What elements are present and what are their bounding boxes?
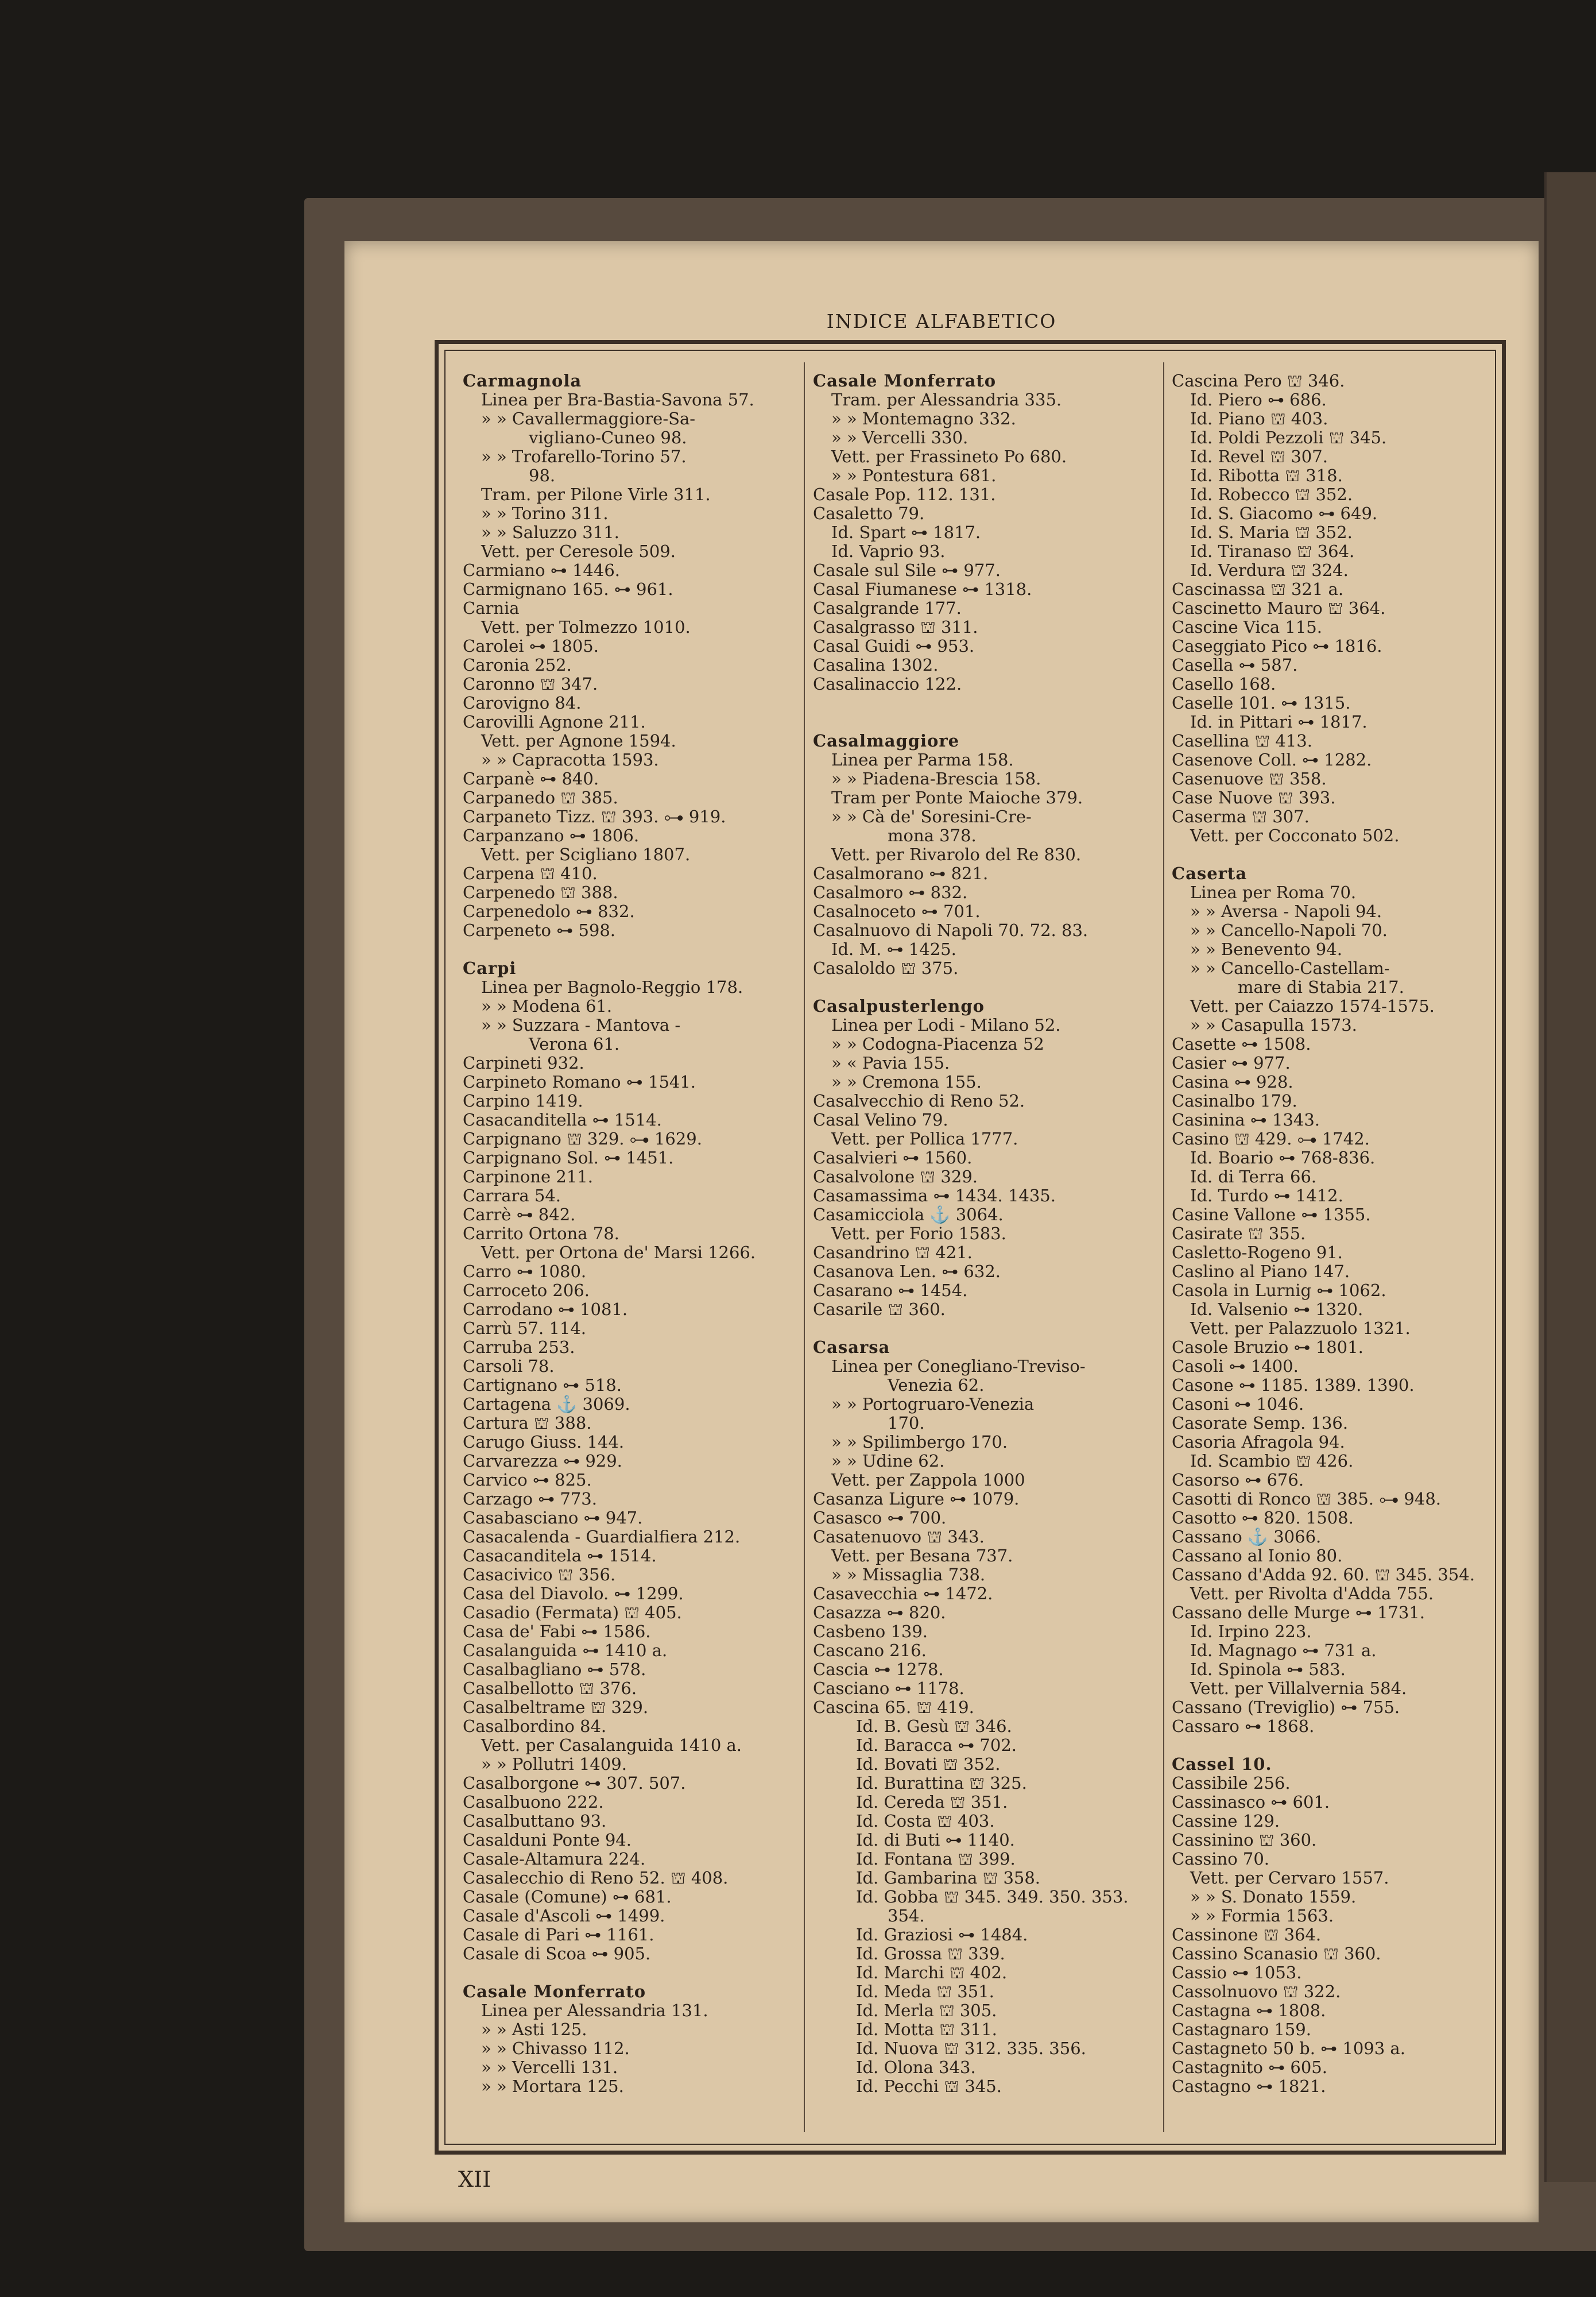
index-entry: Vett. per Forio 1583. (831, 1224, 1006, 1243)
index-entry: Caronia 252. (463, 655, 572, 675)
index-entry: Casella ⊶ 587. (1172, 655, 1298, 675)
spacer (1172, 845, 1502, 864)
index-entry: Id. Spinola ⊶ 583. (1190, 1660, 1346, 1679)
index-entry: Casalvolone ⛫ 329. (813, 1167, 978, 1186)
index-entry: Carpanzano ⊶ 1806. (463, 826, 640, 845)
index-entry: Vett. per Rivarolo del Re 830. (831, 845, 1082, 864)
index-entry: Casalvecchio di Reno 52. (813, 1091, 1025, 1111)
page-header: INDICE ALFABETICO (826, 310, 1057, 332)
spacer (813, 978, 1157, 997)
index-entry: Casal Velino 79. (813, 1110, 948, 1130)
index-entry: Casinalbo 179. (1172, 1091, 1297, 1111)
index-entry: Id. Baracca ⊶ 702. (856, 1735, 1017, 1755)
index-entry: Carroceto 206. (463, 1281, 590, 1300)
index-entry: Vett. per Frassineto Po 680. (831, 447, 1067, 466)
index-entry: Carmignano 165. ⊶ 961. (463, 579, 673, 599)
index-entry: Id. di Terra 66. (1190, 1167, 1317, 1186)
index-entry: » » Spilimbergo 170. (831, 1432, 1008, 1452)
index-entry: Carugo Giuss. 144. (463, 1432, 625, 1452)
index-entry: » » Cancello-Castellam- (1190, 958, 1390, 978)
index-entry: Carovigno 84. (463, 693, 582, 713)
index-entry: Cassine 129. (1172, 1811, 1280, 1831)
index-entry: Casinina ⊶ 1343. (1172, 1110, 1320, 1130)
index-entry: Casbeno 139. (813, 1622, 928, 1641)
index-entry: Linea per Conegliano-Treviso- (831, 1356, 1086, 1376)
index-entry: Vett. per Cocconato 502. (1190, 826, 1400, 845)
index-entry: Carro ⊶ 1080. (463, 1262, 587, 1281)
index-heading: Casale Monferrato (813, 371, 997, 390)
index-entry: Casalbagliano ⊶ 578. (463, 1660, 646, 1679)
index-entry: Casale (Comune) ⊶ 681. (463, 1887, 672, 1907)
index-entry: » » Cancello-Napoli 70. (1190, 921, 1388, 940)
index-entry: 170. (888, 1413, 925, 1433)
index-entry: Carrara 54. (463, 1186, 561, 1205)
index-entry: Cartura ⛫ 388. (463, 1413, 592, 1433)
index-entry: Casoli ⊶ 1400. (1172, 1356, 1299, 1376)
index-entry: Casadio (Fermata) ⛫ 405. (463, 1603, 682, 1622)
index-entry: Id. Gobba ⛫ 345. 349. 350. 353. (856, 1887, 1129, 1907)
index-entry: Vett. per Palazzuolo 1321. (1190, 1318, 1411, 1338)
index-entry: » » Codogna-Piacenza 52 (831, 1034, 1044, 1054)
index-entry: Linea per Bra-Bastia-Savona 57. (481, 390, 754, 409)
index-entry: vigliano-Cuneo 98. (529, 428, 687, 447)
index-entry: Casacivico ⛫ 356. (463, 1565, 616, 1584)
index-entry: » » Chivasso 112. (481, 2039, 630, 2058)
index-entry: Id. Motta ⛫ 311. (856, 2020, 997, 2039)
index-entry: Cassano ⚓ 3066. (1172, 1527, 1322, 1546)
index-entry: Carpenedolo ⊶ 832. (463, 902, 635, 921)
index-entry: Casoria Afragola 94. (1172, 1432, 1345, 1452)
index-heading: Carmagnola (463, 371, 582, 390)
index-entry: Casanza Ligure ⊶ 1079. (813, 1489, 1020, 1509)
index-entry: Id. Valsenio ⊶ 1320. (1190, 1300, 1363, 1319)
index-entry: Vett. per Rivolta d'Adda 755. (1190, 1584, 1434, 1603)
index-entry: 98. (529, 466, 556, 485)
index-entry: Casacalenda - Guardialfiera 212. (463, 1527, 741, 1546)
index-entry: Id. Piano ⛫ 403. (1190, 409, 1328, 428)
index-entry: Id. Merla ⛫ 305. (856, 2001, 997, 2020)
index-entry: Casalgrasso ⛫ 311. (813, 617, 978, 637)
index-column-2 (813, 372, 1157, 2096)
index-entry: » » Trofarello-Torino 57. (481, 447, 687, 466)
index-entry: Carpenedo ⛫ 388. (463, 883, 618, 902)
index-entry: Casalbeltrame ⛫ 329. (463, 1697, 649, 1717)
index-entry: Vett. per Besana 737. (831, 1546, 1013, 1565)
index-entry: » » Capracotta 1593. (481, 750, 659, 769)
book-spine (1544, 172, 1596, 2182)
index-entry: » » Portogruaro-Venezia (831, 1394, 1035, 1414)
index-entry: Cassinasco ⊶ 601. (1172, 1792, 1330, 1812)
index-entry: » » Udine 62. (831, 1451, 945, 1471)
index-entry: Carrito Ortona 78. (463, 1224, 619, 1243)
index-entry: Cassinone ⛫ 364. (1172, 1925, 1322, 1944)
index-entry: Cassinino ⛫ 360. (1172, 1830, 1317, 1850)
index-entry: Caserma ⛫ 307. (1172, 807, 1310, 826)
index-entry: » » Benevento 94. (1190, 939, 1342, 959)
index-entry: Cascine Vica 115. (1172, 617, 1322, 637)
index-entry: Cascinassa ⛫ 321 a. (1172, 579, 1344, 599)
index-heading: Casalpusterlengo (813, 996, 985, 1016)
index-column-3 (1172, 372, 1502, 2096)
index-entry: Carolei ⊶ 1805. (463, 636, 599, 656)
index-column-1 (463, 372, 796, 2096)
index-entry: Casazza ⊶ 820. (813, 1603, 946, 1622)
index-entry: Casirate ⛫ 355. (1172, 1224, 1306, 1243)
index-entry: Id. in Pittari ⊶ 1817. (1190, 712, 1368, 732)
index-entry: Tram. per Alessandria 335. (831, 390, 1062, 409)
index-entry: Linea per Parma 158. (831, 750, 1014, 769)
index-entry: Carpineto Romano ⊶ 1541. (463, 1072, 696, 1092)
index-entry: Casal Guidi ⊶ 953. (813, 636, 975, 656)
index-entry: Casorso ⊶ 676. (1172, 1470, 1304, 1490)
index-entry: Casalbellotto ⛫ 376. (463, 1679, 637, 1698)
index-entry: Id. Meda ⛫ 351. (856, 1982, 994, 2001)
index-entry: Id. Poldi Pezzoli ⛫ 345. (1190, 428, 1387, 447)
index-entry: Casello 168. (1172, 674, 1276, 694)
index-entry: Carnia (463, 598, 520, 618)
index-entry: Id. Turdo ⊶ 1412. (1190, 1186, 1343, 1205)
index-entry: Casatenuovo ⛫ 343. (813, 1527, 985, 1546)
index-entry: Linea per Bagnolo-Reggio 178. (481, 977, 743, 997)
index-entry: Case Nuove ⛫ 393. (1172, 788, 1336, 807)
index-heading: Casale Monferrato (463, 1982, 646, 2001)
index-entry: Linea per Roma 70. (1190, 883, 1357, 902)
index-entry: Casa del Diavolo. ⊶ 1299. (463, 1584, 684, 1603)
index-entry: Vett. per Ortona de' Marsi 1266. (481, 1243, 756, 1262)
index-heading: Caserta (1172, 864, 1248, 883)
index-entry: Casa de' Fabi ⊶ 1586. (463, 1622, 651, 1641)
page (344, 241, 1539, 2222)
index-entry: Casorate Semp. 136. (1172, 1413, 1349, 1433)
spacer (813, 1319, 1157, 1338)
column-rule (804, 362, 805, 2132)
index-entry: » » Piadena-Brescia 158. (831, 769, 1041, 788)
spacer (463, 1963, 796, 1982)
index-entry: Cascinetto Mauro ⛫ 364. (1172, 598, 1386, 618)
index-entry: Casale di Scoa ⊶ 905. (463, 1944, 651, 1963)
index-entry: Carpanedo ⛫ 385. (463, 788, 618, 807)
index-entry: Cassano d'Adda 92. 60. ⛫ 345. 354. (1172, 1565, 1475, 1584)
index-entry: Castagno ⊶ 1821. (1172, 2076, 1326, 2096)
index-entry: Casine Vallone ⊶ 1355. (1172, 1205, 1371, 1224)
index-entry: » » Suzzara - Mantova - (481, 1015, 681, 1035)
index-entry: Casenuove ⛫ 358. (1172, 769, 1327, 788)
index-entry: 354. (888, 1906, 925, 1925)
index-entry: Casaletto 79. (813, 504, 925, 523)
index-entry: Cassano (Treviglio) ⊶ 755. (1172, 1697, 1400, 1717)
index-entry: Cartagena ⚓ 3069. (463, 1394, 630, 1414)
index-entry: Casale-Altamura 224. (463, 1849, 646, 1869)
index-entry: Cassano al Ionio 80. (1172, 1546, 1343, 1565)
spacer (1172, 1736, 1502, 1755)
index-entry: Vett. per Cervaro 1557. (1190, 1868, 1389, 1888)
index-entry: » » Cavallermaggiore-Sa- (481, 409, 696, 428)
index-entry: Casoni ⊶ 1046. (1172, 1394, 1304, 1414)
index-heading: Cassel 10. (1172, 1754, 1272, 1774)
index-entry: Carpignano Sol. ⊶ 1451. (463, 1148, 674, 1167)
index-entry: Id. Spart ⊶ 1817. (831, 523, 981, 542)
spacer (463, 940, 796, 959)
index-entry: Casale di Pari ⊶ 1161. (463, 1925, 654, 1944)
index-entry: Casalmorano ⊶ 821. (813, 864, 989, 883)
index-entry: » » Modena 61. (481, 996, 613, 1016)
index-entry: Casola in Lurnig ⊶ 1062. (1172, 1281, 1386, 1300)
index-entry: Casellina ⛫ 413. (1172, 731, 1312, 751)
index-entry: Tram. per Pilone Virle 311. (481, 485, 711, 504)
index-entry: Id. Grossa ⛫ 339. (856, 1944, 1005, 1963)
index-entry: Casone ⊶ 1185. 1389. 1390. (1172, 1375, 1415, 1395)
index-entry: Casalecchio di Reno 52. ⛫ 408. (463, 1868, 729, 1888)
index-entry: Id. Burattina ⛫ 325. (856, 1773, 1027, 1793)
index-entry: Casenove Coll. ⊶ 1282. (1172, 750, 1372, 769)
index-entry: Carrodano ⊶ 1081. (463, 1300, 628, 1319)
index-entry: Casina ⊶ 928. (1172, 1072, 1293, 1092)
index-entry: Caronno ⛫ 347. (463, 674, 598, 694)
index-entry: Casalgrande 177. (813, 598, 962, 618)
index-entry: Id. Verdura ⛫ 324. (1190, 560, 1349, 580)
index-entry: Casalbordino 84. (463, 1716, 607, 1736)
index-entry: Carvico ⊶ 825. (463, 1470, 592, 1490)
index-entry: Caselle 101. ⊶ 1315. (1172, 693, 1351, 713)
index-entry: Casalina 1302. (813, 655, 939, 675)
page-frame-inner (444, 350, 1496, 2145)
index-entry: » » Vercelli 131. (481, 2058, 618, 2077)
index-entry: » » Aversa - Napoli 94. (1190, 902, 1382, 921)
index-entry: Id. Bovati ⛫ 352. (856, 1754, 1001, 1774)
index-entry: Castagnito ⊶ 605. (1172, 2058, 1327, 2077)
index-entry: Id. Graziosi ⊶ 1484. (856, 1925, 1028, 1944)
index-entry: Vett. per Casalanguida 1410 a. (481, 1735, 742, 1755)
index-entry: Venezia 62. (888, 1375, 985, 1395)
index-entry: Castagna ⊶ 1808. (1172, 2001, 1326, 2020)
index-entry: Castagneto 50 b. ⊶ 1093 a. (1172, 2039, 1405, 2058)
index-entry: Casette ⊶ 1508. (1172, 1034, 1311, 1054)
index-entry: Id. Magnago ⊶ 731 a. (1190, 1641, 1377, 1660)
index-entry: Id. Nuova ⛫ 312. 335. 356. (856, 2039, 1086, 2058)
index-entry: Vett. per Scigliano 1807. (481, 845, 691, 864)
index-entry: Carpino 1419. (463, 1091, 583, 1111)
index-entry: Casacanditela ⊶ 1514. (463, 1546, 657, 1565)
index-entry: Casanova Len. ⊶ 632. (813, 1262, 1001, 1281)
index-entry: Casamicciola ⚓ 3064. (813, 1205, 1004, 1224)
index-entry: Id. Ribotta ⛫ 318. (1190, 466, 1343, 485)
index-entry: Id. B. Gesù ⛫ 346. (856, 1716, 1012, 1736)
index-heading: Carpi (463, 958, 517, 978)
index-entry: Id. Robecco ⛫ 352. (1190, 485, 1353, 504)
index-entry: Id. Irpino 223. (1190, 1622, 1312, 1641)
page-frame (435, 340, 1506, 2155)
index-entry: Id. Piero ⊶ 686. (1190, 390, 1327, 409)
index-entry: Cassano delle Murge ⊶ 1731. (1172, 1603, 1425, 1622)
index-entry: Id. Cereda ⛫ 351. (856, 1792, 1008, 1812)
index-entry: Linea per Lodi - Milano 52. (831, 1015, 1061, 1035)
index-heading: Casalmaggiore (813, 731, 960, 751)
index-entry: Casalbuttano 93. (463, 1811, 607, 1831)
index-entry: Casale sul Sile ⊶ 977. (813, 560, 1001, 580)
index-entry: Tram per Ponte Maioche 379. (831, 788, 1083, 807)
index-entry: mona 378. (888, 826, 977, 845)
index-entry: Carmiano ⊶ 1446. (463, 560, 620, 580)
index-entry: » « Pavia 155. (831, 1053, 950, 1073)
index-entry: Caseggiato Pico ⊶ 1816. (1172, 636, 1382, 656)
index-entry: » » Pontestura 681. (831, 466, 997, 485)
index-entry: Vett. per Caiazzo 1574-1575. (1190, 996, 1435, 1016)
index-entry: Vett. per Ceresole 509. (481, 542, 676, 561)
index-entry: Castagnaro 159. (1172, 2020, 1311, 2039)
index-entry: » » Torino 311. (481, 504, 609, 523)
index-entry: Id. M. ⊶ 1425. (831, 939, 956, 959)
index-entry: Carpineti 932. (463, 1053, 584, 1073)
index-entry: Casalanguida ⊶ 1410 a. (463, 1641, 668, 1660)
index-entry: Casale Pop. 112. 131. (813, 485, 996, 504)
index-entry: Id. S. Giacomo ⊶ 649. (1190, 504, 1378, 523)
index-entry: » » Mortara 125. (481, 2076, 624, 2096)
index-entry: Carrè ⊶ 842. (463, 1205, 576, 1224)
index-entry: Casabasciano ⊶ 947. (463, 1508, 643, 1528)
index-entry: Casarile ⛫ 360. (813, 1300, 946, 1319)
index-entry: Casalborgone ⊶ 307. 507. (463, 1773, 686, 1793)
index-entry: Cassino 70. (1172, 1849, 1269, 1869)
index-entry: Cassio ⊶ 1053. (1172, 1963, 1302, 1982)
index-entry: Casaloldo ⛫ 375. (813, 958, 959, 978)
index-entry: Cassolnuovo ⛫ 322. (1172, 1982, 1341, 2001)
index-entry: Vett. per Tolmezzo 1010. (481, 617, 691, 637)
index-entry: Casino ⛫ 429. ⊶ 1742. (1172, 1129, 1370, 1148)
index-entry: Carrù 57. 114. (463, 1318, 587, 1338)
index-entry: Casandrino ⛫ 421. (813, 1243, 973, 1262)
index-entry: Carovilli Agnone 211. (463, 712, 646, 732)
index-entry: Id. di Buti ⊶ 1140. (856, 1830, 1015, 1850)
index-entry: Cassino Scanasio ⛫ 360. (1172, 1944, 1381, 1963)
spacer (813, 694, 1157, 713)
index-entry: » » Vercelli 330. (831, 428, 969, 447)
index-entry: Vett. per Agnone 1594. (481, 731, 676, 751)
index-entry: Casavecchia ⊶ 1472. (813, 1584, 993, 1603)
index-entry: Carpena ⛫ 410. (463, 864, 598, 883)
index-entry: Id. Marchi ⛫ 402. (856, 1963, 1008, 1982)
index-entry: Cassibile 256. (1172, 1773, 1291, 1793)
index-entry: Carpaneto Tizz. ⛫ 393. ⊶ 919. (463, 807, 726, 826)
index-entry: Id. Scambio ⛫ 426. (1190, 1451, 1354, 1471)
index-entry: Casier ⊶ 977. (1172, 1053, 1291, 1073)
index-entry: Casale d'Ascoli ⊶ 1499. (463, 1906, 665, 1925)
index-entry: » » Montemagno 332. (831, 409, 1016, 428)
index-entry: Casalbuono 222. (463, 1792, 604, 1812)
index-entry: Casole Bruzio ⊶ 1801. (1172, 1337, 1363, 1357)
index-entry: » » Pollutri 1409. (481, 1754, 627, 1774)
index-entry: Vett. per Villalvernia 584. (1190, 1679, 1407, 1698)
index-entry: Vett. per Pollica 1777. (831, 1129, 1018, 1148)
index-entry: Cascia ⊶ 1278. (813, 1660, 944, 1679)
index-entry: Verona 61. (529, 1034, 620, 1054)
index-entry: Vett. per Zappola 1000 (831, 1470, 1025, 1490)
index-entry: Casalmoro ⊶ 832. (813, 883, 968, 902)
index-entry: Id. Gambarina ⛫ 358. (856, 1868, 1041, 1888)
index-entry: Id. Boario ⊶ 768-836. (1190, 1148, 1376, 1167)
index-entry: Id. Fontana ⛫ 399. (856, 1849, 1016, 1869)
index-entry: Id. Tiranaso ⛫ 364. (1190, 542, 1355, 561)
index-entry: » » Cà de' Soresini-Cre- (831, 807, 1032, 826)
index-entry: Carzago ⊶ 773. (463, 1489, 597, 1509)
index-entry: Cartignano ⊶ 518. (463, 1375, 622, 1395)
index-entry: Carsoli 78. (463, 1356, 555, 1376)
spacer (813, 713, 1157, 732)
index-entry: Id. Costa ⛫ 403. (856, 1811, 995, 1831)
index-heading: Casarsa (813, 1337, 890, 1357)
index-entry: Casotti di Ronco ⛫ 385. ⊶ 948. (1172, 1489, 1442, 1509)
index-entry: Casacanditella ⊶ 1514. (463, 1110, 662, 1130)
index-entry: » » Formia 1563. (1190, 1906, 1334, 1925)
index-entry: Cascano 216. (813, 1641, 927, 1660)
index-entry: Id. S. Maria ⛫ 352. (1190, 523, 1353, 542)
index-entry: Carpinone 211. (463, 1167, 593, 1186)
index-entry: Casletto-Rogeno 91. (1172, 1243, 1343, 1262)
index-entry: Carvarezza ⊶ 929. (463, 1451, 622, 1471)
index-entry: Casalinaccio 122. (813, 674, 962, 694)
index-entry: Casal Fiumanese ⊶ 1318. (813, 579, 1032, 599)
index-entry: Caslino al Piano 147. (1172, 1262, 1350, 1281)
index-entry: Cascina 65. ⛫ 419. (813, 1697, 974, 1717)
page-number: XII (458, 2167, 491, 2192)
index-entry: Carruba 253. (463, 1337, 575, 1357)
index-entry: Casamassima ⊶ 1434. 1435. (813, 1186, 1056, 1205)
index-entry: » » Cremona 155. (831, 1072, 982, 1092)
index-entry: Carpanè ⊶ 840. (463, 769, 599, 788)
column-rule (1163, 362, 1164, 2132)
index-entry: Casarano ⊶ 1454. (813, 1281, 968, 1300)
index-entry: Id. Vaprio 93. (831, 542, 946, 561)
index-entry: Carpignano ⛫ 329. ⊶ 1629. (463, 1129, 702, 1148)
index-entry: Id. Pecchi ⛫ 345. (856, 2076, 1002, 2096)
index-entry: Casalvieri ⊶ 1560. (813, 1148, 973, 1167)
index-entry: Casalnoceto ⊶ 701. (813, 902, 981, 921)
index-entry: Carpeneto ⊶ 598. (463, 921, 616, 940)
index-entry: Casciano ⊶ 1178. (813, 1679, 964, 1698)
index-entry: » » Saluzzo 311. (481, 523, 619, 542)
index-entry: » » Missaglia 738. (831, 1565, 986, 1584)
index-entry: » » S. Donato 1559. (1190, 1887, 1357, 1907)
index-entry: Casalnuovo di Napoli 70. 72. 83. (813, 921, 1088, 940)
index-entry: Casalduni Ponte 94. (463, 1830, 632, 1850)
index-entry: » » Asti 125. (481, 2020, 587, 2039)
index-entry: Cassaro ⊶ 1868. (1172, 1716, 1315, 1736)
index-entry: » » Casapulla 1573. (1190, 1015, 1357, 1035)
index-entry: mare di Stabia 217. (1238, 977, 1404, 997)
index-entry: Casotto ⊶ 820. 1508. (1172, 1508, 1354, 1528)
index-entry: Id. Olona 343. (856, 2058, 976, 2077)
index-entry: Cascina Pero ⛫ 346. (1172, 371, 1345, 390)
index-entry: Linea per Alessandria 131. (481, 2001, 708, 2020)
index-entry: Casasco ⊶ 700. (813, 1508, 947, 1528)
index-entry: Id. Revel ⛫ 307. (1190, 447, 1328, 466)
